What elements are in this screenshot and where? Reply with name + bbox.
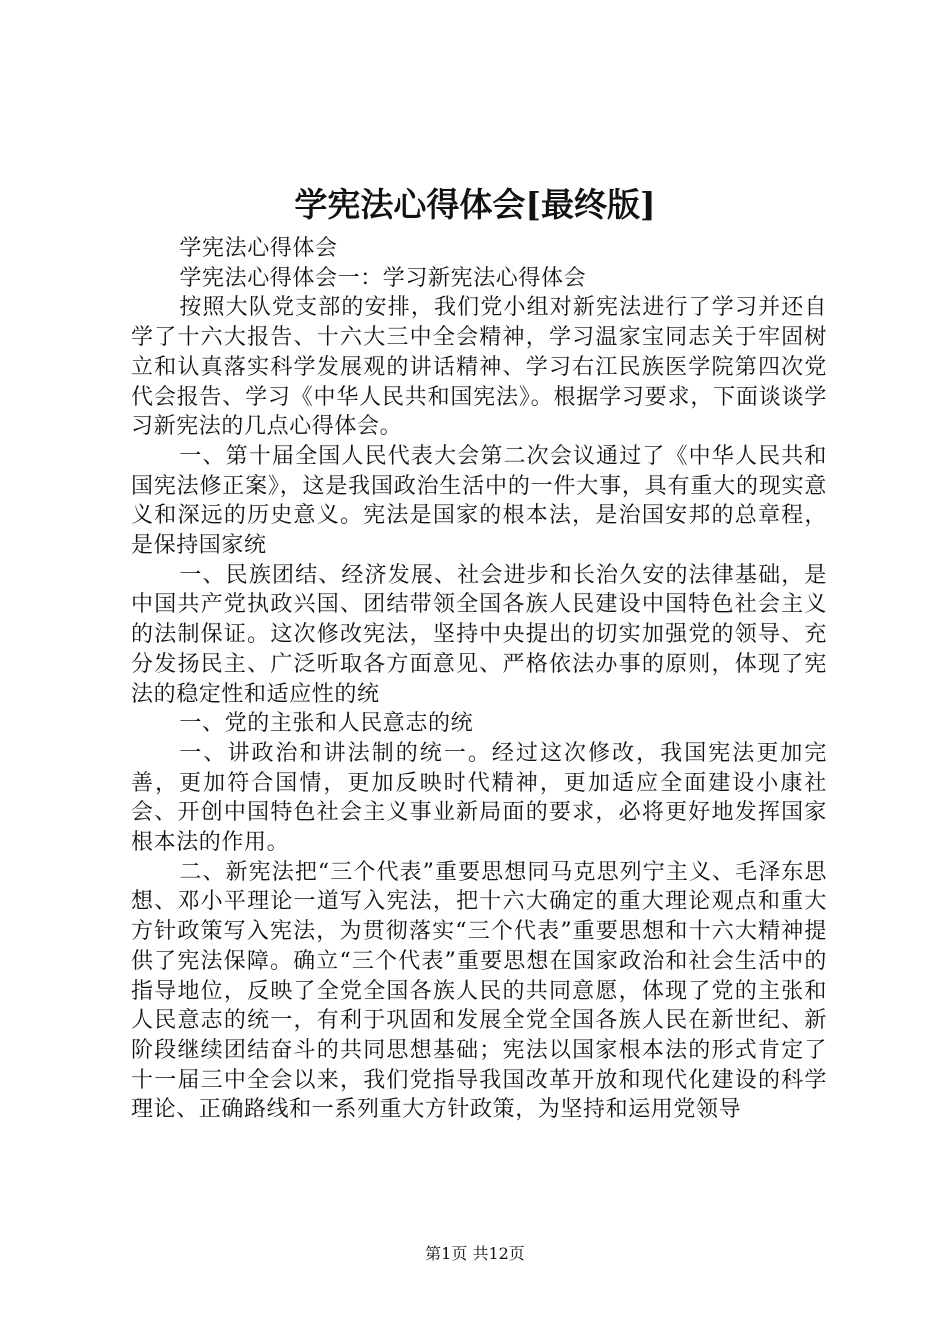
paragraph: 一、讲政治和讲法制的统一。经过这次修改，我国宪法更加完善，更加符合国情，更加反映时代精神，更加适应全面建设小康社会、开创中国特色社会主义事业新局面的要求，必将更好地发挥国家根本法的作用。 <box>131 740 827 856</box>
paragraph: 学宪法心得体会 <box>179 236 338 261</box>
document-title: 学宪法心得体会[最终版] <box>294 185 656 224</box>
paragraph: 学宪法心得体会一：学习新宪法心得体会 <box>179 265 587 291</box>
document-body <box>131 234 827 1125</box>
paragraph: 二、新宪法把“三个代表”重要思想同马克思列宁主义、毛泽东思想、邓小平理论一道写入宪法，把十六大确定的重大理论观点和重大方针政策写入宪法，为贯彻落实“三个代表”重要思想和十六大精神提供了宪法保障。确立“三个代表”重要思想在国家政治和社会生活中的指导地位，反映了全党全国各族人民的共同意愿，体现了党的主张和人民意志的统一，有利于巩固和发展全党全国各族人民在新世纪、新阶段继续团结奋斗的共同思想基础；宪法以国家根本法的形式肯定了十一届三中全会以来，我们党指导我国改革开放和现代化建设的科学理论、正确路线和一系列重大方针政策，为坚持和运用党领导 <box>131 859 827 1123</box>
page-number-footer: 第1页 共12页 <box>425 1244 525 1263</box>
paragraph: 按照大队党支部的安排，我们党小组对新宪法进行了学习并还自学了十六大报告、十六大三中全会精神，学习温家宝同志关于牢固树立和认真落实科学发展观的讲话精神、学习右江民族医学院第四次党代会报告、学习《中华人民共和国宪法》。根据学习要求，下面谈谈学习新宪法的几点心得体会。 <box>131 295 827 440</box>
paragraph: 一、民族团结、经济发展、社会进步和长治久安的法律基础，是中国共产党执政兴国、团结带领全国各族人民建设中国特色社会主义的法制保证。这次修改宪法，坚持中央提出的切实加强党的领导、充分发扬民主、广泛听取各方面意见、严格依法办事的原则，体现了宪法的稳定性和适应性的统 <box>131 562 827 707</box>
paragraph: 一、第十届全国人民代表大会第二次会议通过了《中华人民共和国宪法修正案》，这是我国政治生活中的一件大事，具有重大的现实意义和深远的历史意义。宪法是国家的根本法，是治国安邦的总章程，是保持国家统 <box>131 443 827 559</box>
paragraph: 一、党的主张和人民意志的统 <box>179 711 474 737</box>
